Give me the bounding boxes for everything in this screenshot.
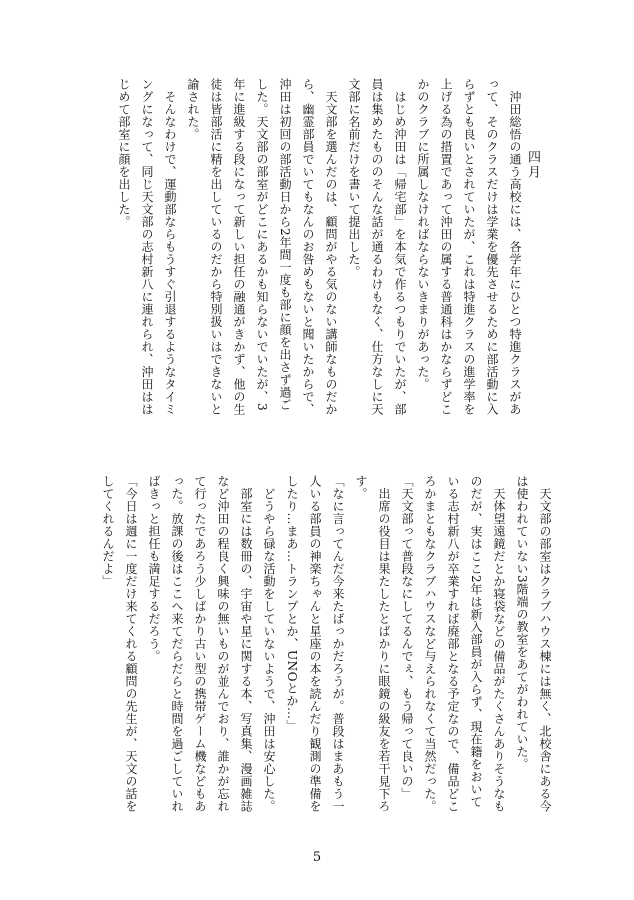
text-column: してくれるんだよ」 (101, 475, 115, 588)
text-column: どうやら碌な活動をしていないようで、沖田は安心した。 (262, 475, 276, 813)
text-column: ングになって、同じ天文部の志村新八に連れられ、沖田はは (140, 78, 154, 416)
text-column: 文部に名前だけを書いて提出した。 (347, 78, 361, 278)
text-column: したり…まあ…トランプとか、UNOとか…」 (285, 475, 299, 732)
text-column: て行ったであろう少しばかり古い型の携帯ゲーム機などもあ (193, 475, 207, 813)
text-column: ばきっと担任も満足するだろう。 (147, 475, 161, 663)
text-column: 徒は皆部活に精を出しているのだから特別扱いはできないと (209, 78, 223, 416)
text-column: 人いる部員の神楽ちゃんと星座の本を読んだり観測の準備を (308, 475, 322, 813)
lower-text-block (96, 475, 556, 895)
text-column: 天文部を選んだのは、顧問がやる気のない講師なものだか (324, 78, 338, 416)
text-column: 上げる為の措置であって沖田の属する普通科はかならずどこ (439, 78, 453, 416)
text-column: 沖田総悟の通う高校には、各学年にひとつ特進クラスがあ (508, 78, 522, 416)
text-column: した。天文部の部室がどこにあるかも知らないでいたが、3 (255, 78, 269, 412)
text-column: す。 (354, 475, 368, 500)
text-column: 「なに言ってんだ今来たばっかだろうが。普段はまあもう一 (331, 475, 345, 813)
text-column: 天体望遠鏡だとか寝袋などの備品がたくさんありそうなも (492, 475, 506, 813)
text-column: らずとも良いとされていたが、これは特進クラスの進学率を (462, 78, 476, 416)
text-column: った。放課の後はここへ来てだらだらと時間を過ごしていれ (170, 475, 184, 813)
text-column: ら、幽霊部員でいてもなんのお咎めもないと聞いたからで、 (301, 78, 315, 416)
text-column: ろかまともなクラブハウスなど与えられなくて当然だった。 (423, 475, 437, 813)
text-column: 年に進級する段になって新しい担任の融通がきかず、他の生 (232, 78, 246, 416)
text-column: って、そのクラスだけは学業を優先させるために部活動に入 (485, 78, 499, 416)
chapter-title: 四月 (525, 150, 540, 180)
text-column: じめて部室に顔を出した。 (117, 78, 131, 228)
page-number: 5 (312, 850, 322, 865)
text-column: 「今日は週に一度だけ来てくれる顧問の先生が、天文の話を (124, 475, 138, 813)
text-column: は使われていない3階端の教室をあてがわれていた。 (515, 475, 529, 771)
text-column: そんなわけで、運動部ならもうすぐ引退するようなタイミ (163, 78, 177, 416)
text-column: 部室には数冊の、宇宙や星に関する本、写真集、漫画雑誌 (239, 475, 253, 813)
text-column: 出席の役目は果たしたとばかりに眼鏡の級友を若干見下ろ (377, 475, 391, 813)
text-column: 天文部の部室はクラブハウス棟には無く、北校舎にある今 (538, 475, 552, 813)
text-column: 沖田は初回の部活動日から2年間一度も部に顔を出さず過ご (278, 78, 292, 412)
text-column: のだが、実はここ2年は新入部員が入らず、現在籍をおいて (469, 475, 483, 809)
text-column: はじめ沖田は「帰宅部」を本気で作るつもりでいたが、部 (393, 78, 407, 416)
text-column: かのクラブに所属しなければならないきまりがあった。 (416, 78, 430, 391)
text-column: 員は集めたもののそんな話が通るわけもなく、仕方なしに天 (370, 78, 384, 416)
text-column: いる志村新八が卒業すれば廃部となる予定なので、備品どこ (446, 475, 460, 813)
upper-text-block (112, 78, 526, 488)
text-column: 諭された。 (186, 78, 200, 141)
text-column: 「天文部って普段なにしてるんでぇ、もう帰って良いの」 (400, 475, 414, 800)
text-column: など沖田の程良く興味の無いものが並んでおり、誰かが忘れ (216, 475, 230, 813)
